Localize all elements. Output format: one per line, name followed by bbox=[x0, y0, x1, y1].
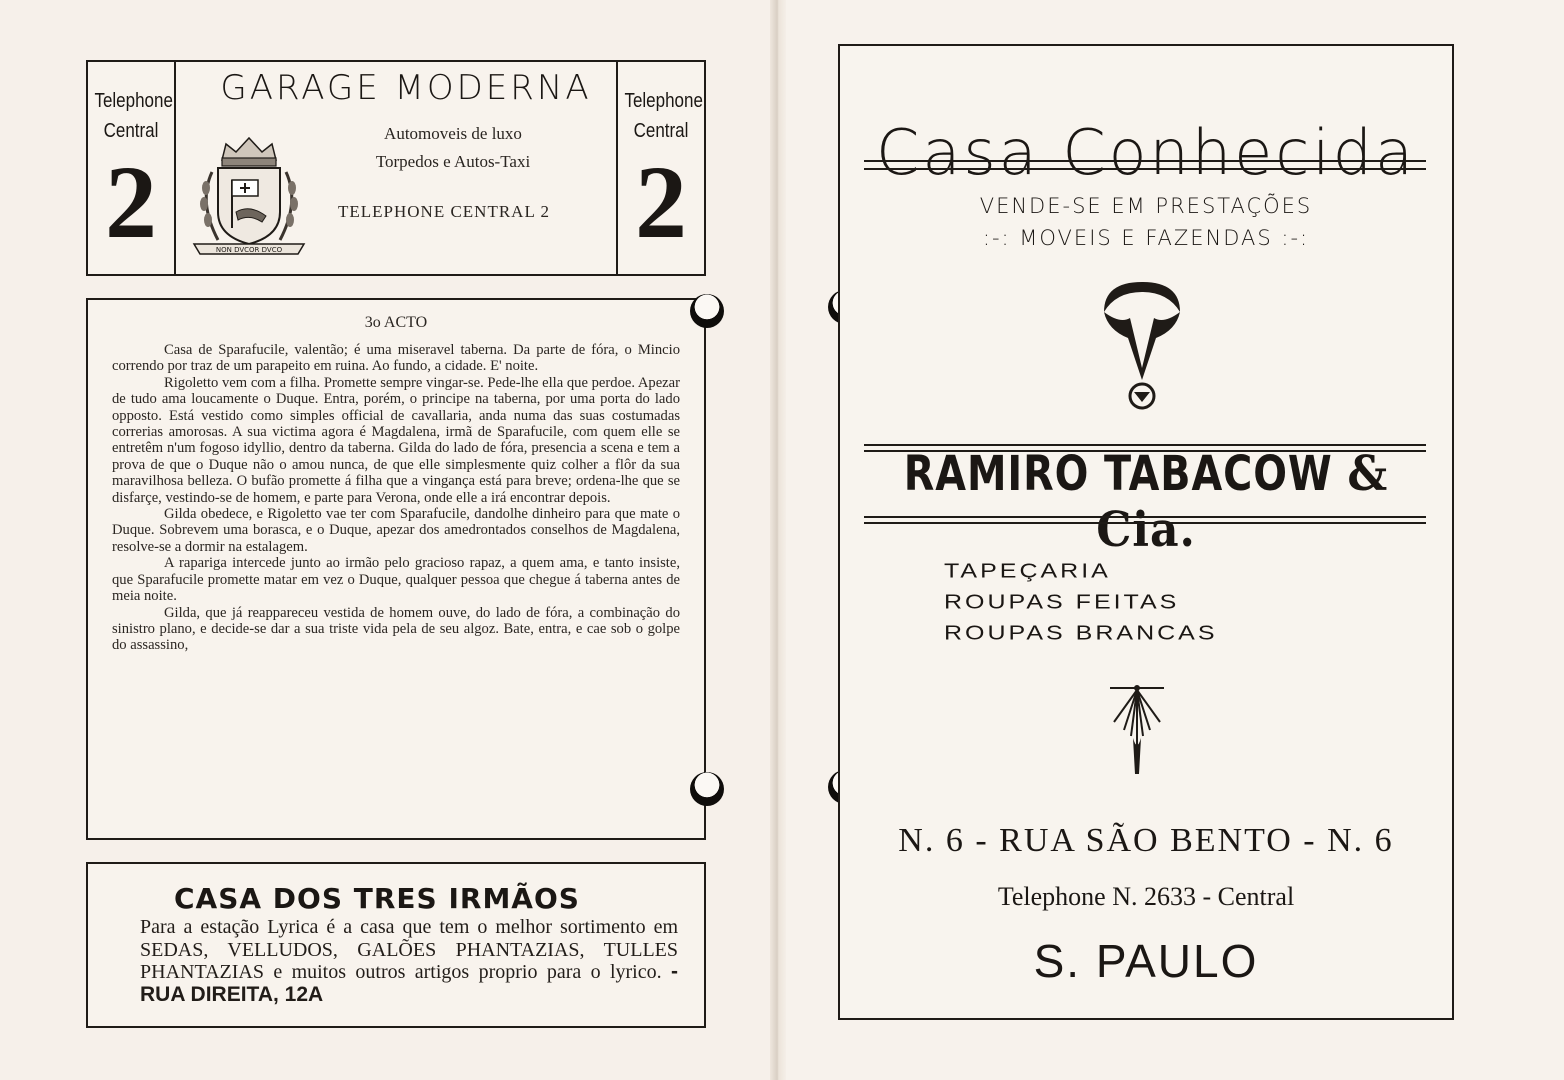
synopsis-paragraph: Rigoletto vem com a filha. Promette sempre vingar-se. Pede-lhe ella que perdoe. Apezar de tudo ama loucamente o Duque. Entra, porém, o principe na taberna, por uma porta do lado opposto. Está vestido como simples official de cavallaria, anda numa das suas costumadas correrias amorosas. A sua victima agora é Magdalena, irmã de Sparafucile, com quem elle se entretêm n'um fogoso idyllio, dentro da taberna. Gilda do lado de fóra, presencia a scena e tem a prova de que o Duque não o amou nunca, de que elle simplesmente quiz colher a flôr da sua maravilhosa belleza. O bufão promette á filha que a vingança está para breve; ordena-lhe que se disfarçe, vestindo-se de homem, e parte para Verona, onde elle a irá encontrar depois. bbox=[112, 374, 680, 506]
right-telephone-column bbox=[616, 62, 704, 274]
telephone-label-left: Telephone bbox=[94, 90, 173, 112]
left-telephone-column bbox=[88, 62, 176, 274]
telephone-label-right: Telephone bbox=[624, 90, 703, 112]
garage-moderna-ad bbox=[86, 60, 706, 276]
garage-title: GARAGE MODERNA bbox=[220, 68, 592, 108]
store-city: S. PAULO bbox=[1033, 935, 1259, 987]
garage-line-cars: Automoveis de luxo bbox=[384, 124, 522, 143]
irmaos-address: - RUA DIREITA, 12A bbox=[140, 960, 678, 1006]
synopsis-paragraph: Gilda, que já reappareceu vestida de homem ouve, do lado de fóra, a combinação do sinistro plano, e decide-se dar a sua triste vida pela de seu algoz. Bate, entra, e cae sob o golpe do assassino, bbox=[112, 604, 680, 654]
store-address: N. 6 - RUA SÃO BENTO - N. 6 bbox=[898, 822, 1394, 859]
irmaos-text bbox=[140, 916, 678, 1006]
company-name-text: RAMIRO TABACOW bbox=[903, 446, 1333, 502]
store-phone: Telephone N. 2633 - Central bbox=[997, 882, 1295, 911]
binder-hole-icon bbox=[690, 294, 724, 328]
product-item: TAPEÇARIA bbox=[944, 559, 1111, 583]
furniture-fabrics-line: :-: MOVEIS E FAZENDAS :-: bbox=[982, 226, 1310, 250]
double-rule-bottom bbox=[864, 516, 1426, 524]
irmaos-description: Para a estação Lyrica é a casa que tem o melhor sortimento em SEDAS, VELLUDOS, GALÕES PHANTAZIAS, TULLES PHANTAZIAS e muitos outros artigos proprio para o lyrico. bbox=[140, 916, 678, 984]
company-suffix: & Cia. bbox=[1096, 446, 1389, 558]
product-item: ROUPAS FEITAS bbox=[944, 590, 1180, 614]
synopsis-paragraph: A rapariga intercede junto ao irmão pelo gracioso rapaz, a quem ama, e tanto insiste, que Sparafucile promette matar em vez o Duque, qualquer pessoa que chegue á taberna antes de meia noite. bbox=[112, 555, 680, 605]
company-name bbox=[864, 446, 1427, 558]
irmaos-title: CASA DOS TRES IRMÃOS bbox=[174, 882, 580, 915]
page-gutter bbox=[770, 0, 786, 1080]
ornament-drop-icon bbox=[1098, 278, 1186, 410]
svg-text:NON DVCOR DVCO: NON DVCOR DVCO bbox=[215, 246, 283, 254]
sunburst-ornament-icon bbox=[1106, 682, 1168, 778]
double-rule-top bbox=[864, 160, 1426, 170]
central-label-left: Central bbox=[103, 120, 159, 142]
casa-conhecida-ad bbox=[838, 44, 1454, 1020]
product-list bbox=[944, 556, 1364, 649]
act-heading: 3o ACTO bbox=[364, 314, 428, 331]
casa-conhecida-title: Casa Conhecida bbox=[876, 116, 1416, 189]
product-item: ROUPAS BRANCAS bbox=[944, 621, 1218, 645]
installments-line: VENDE-SE EM PRESTAÇÕES bbox=[979, 194, 1313, 218]
telephone-number-right: 2 bbox=[635, 145, 687, 260]
city-crest-icon bbox=[188, 132, 310, 262]
act-three-synopsis bbox=[86, 298, 706, 840]
garage-line-taxis: Torpedos e Autos-Taxi bbox=[375, 152, 531, 171]
binder-hole-icon bbox=[690, 772, 724, 806]
central-label-right: Central bbox=[633, 120, 689, 142]
synopsis-paragraph: Casa de Sparafucile, valentão; é uma miseravel taberna. Da parte de fóra, o Mincio correndo por traz de um parapeito em ruina. Ao fundo, a cidade. E' noite. bbox=[112, 342, 680, 375]
garage-services bbox=[328, 120, 578, 176]
garage-phone: TELEPHONE CENTRAL 2 bbox=[338, 202, 550, 221]
telephone-number-left: 2 bbox=[105, 145, 157, 260]
casa-dos-tres-irmaos-ad bbox=[86, 862, 706, 1028]
synopsis-body bbox=[112, 342, 680, 654]
synopsis-paragraph: Gilda obedece, e Rigoletto vae ter com Sparafucile, dandolhe dinheiro para que mate o Duque. Sobrevem uma borasca, e o Duque, apezar dos amedrontados conselhos de Magdalena, resolve-se a dormir na estalagem. bbox=[112, 506, 680, 555]
